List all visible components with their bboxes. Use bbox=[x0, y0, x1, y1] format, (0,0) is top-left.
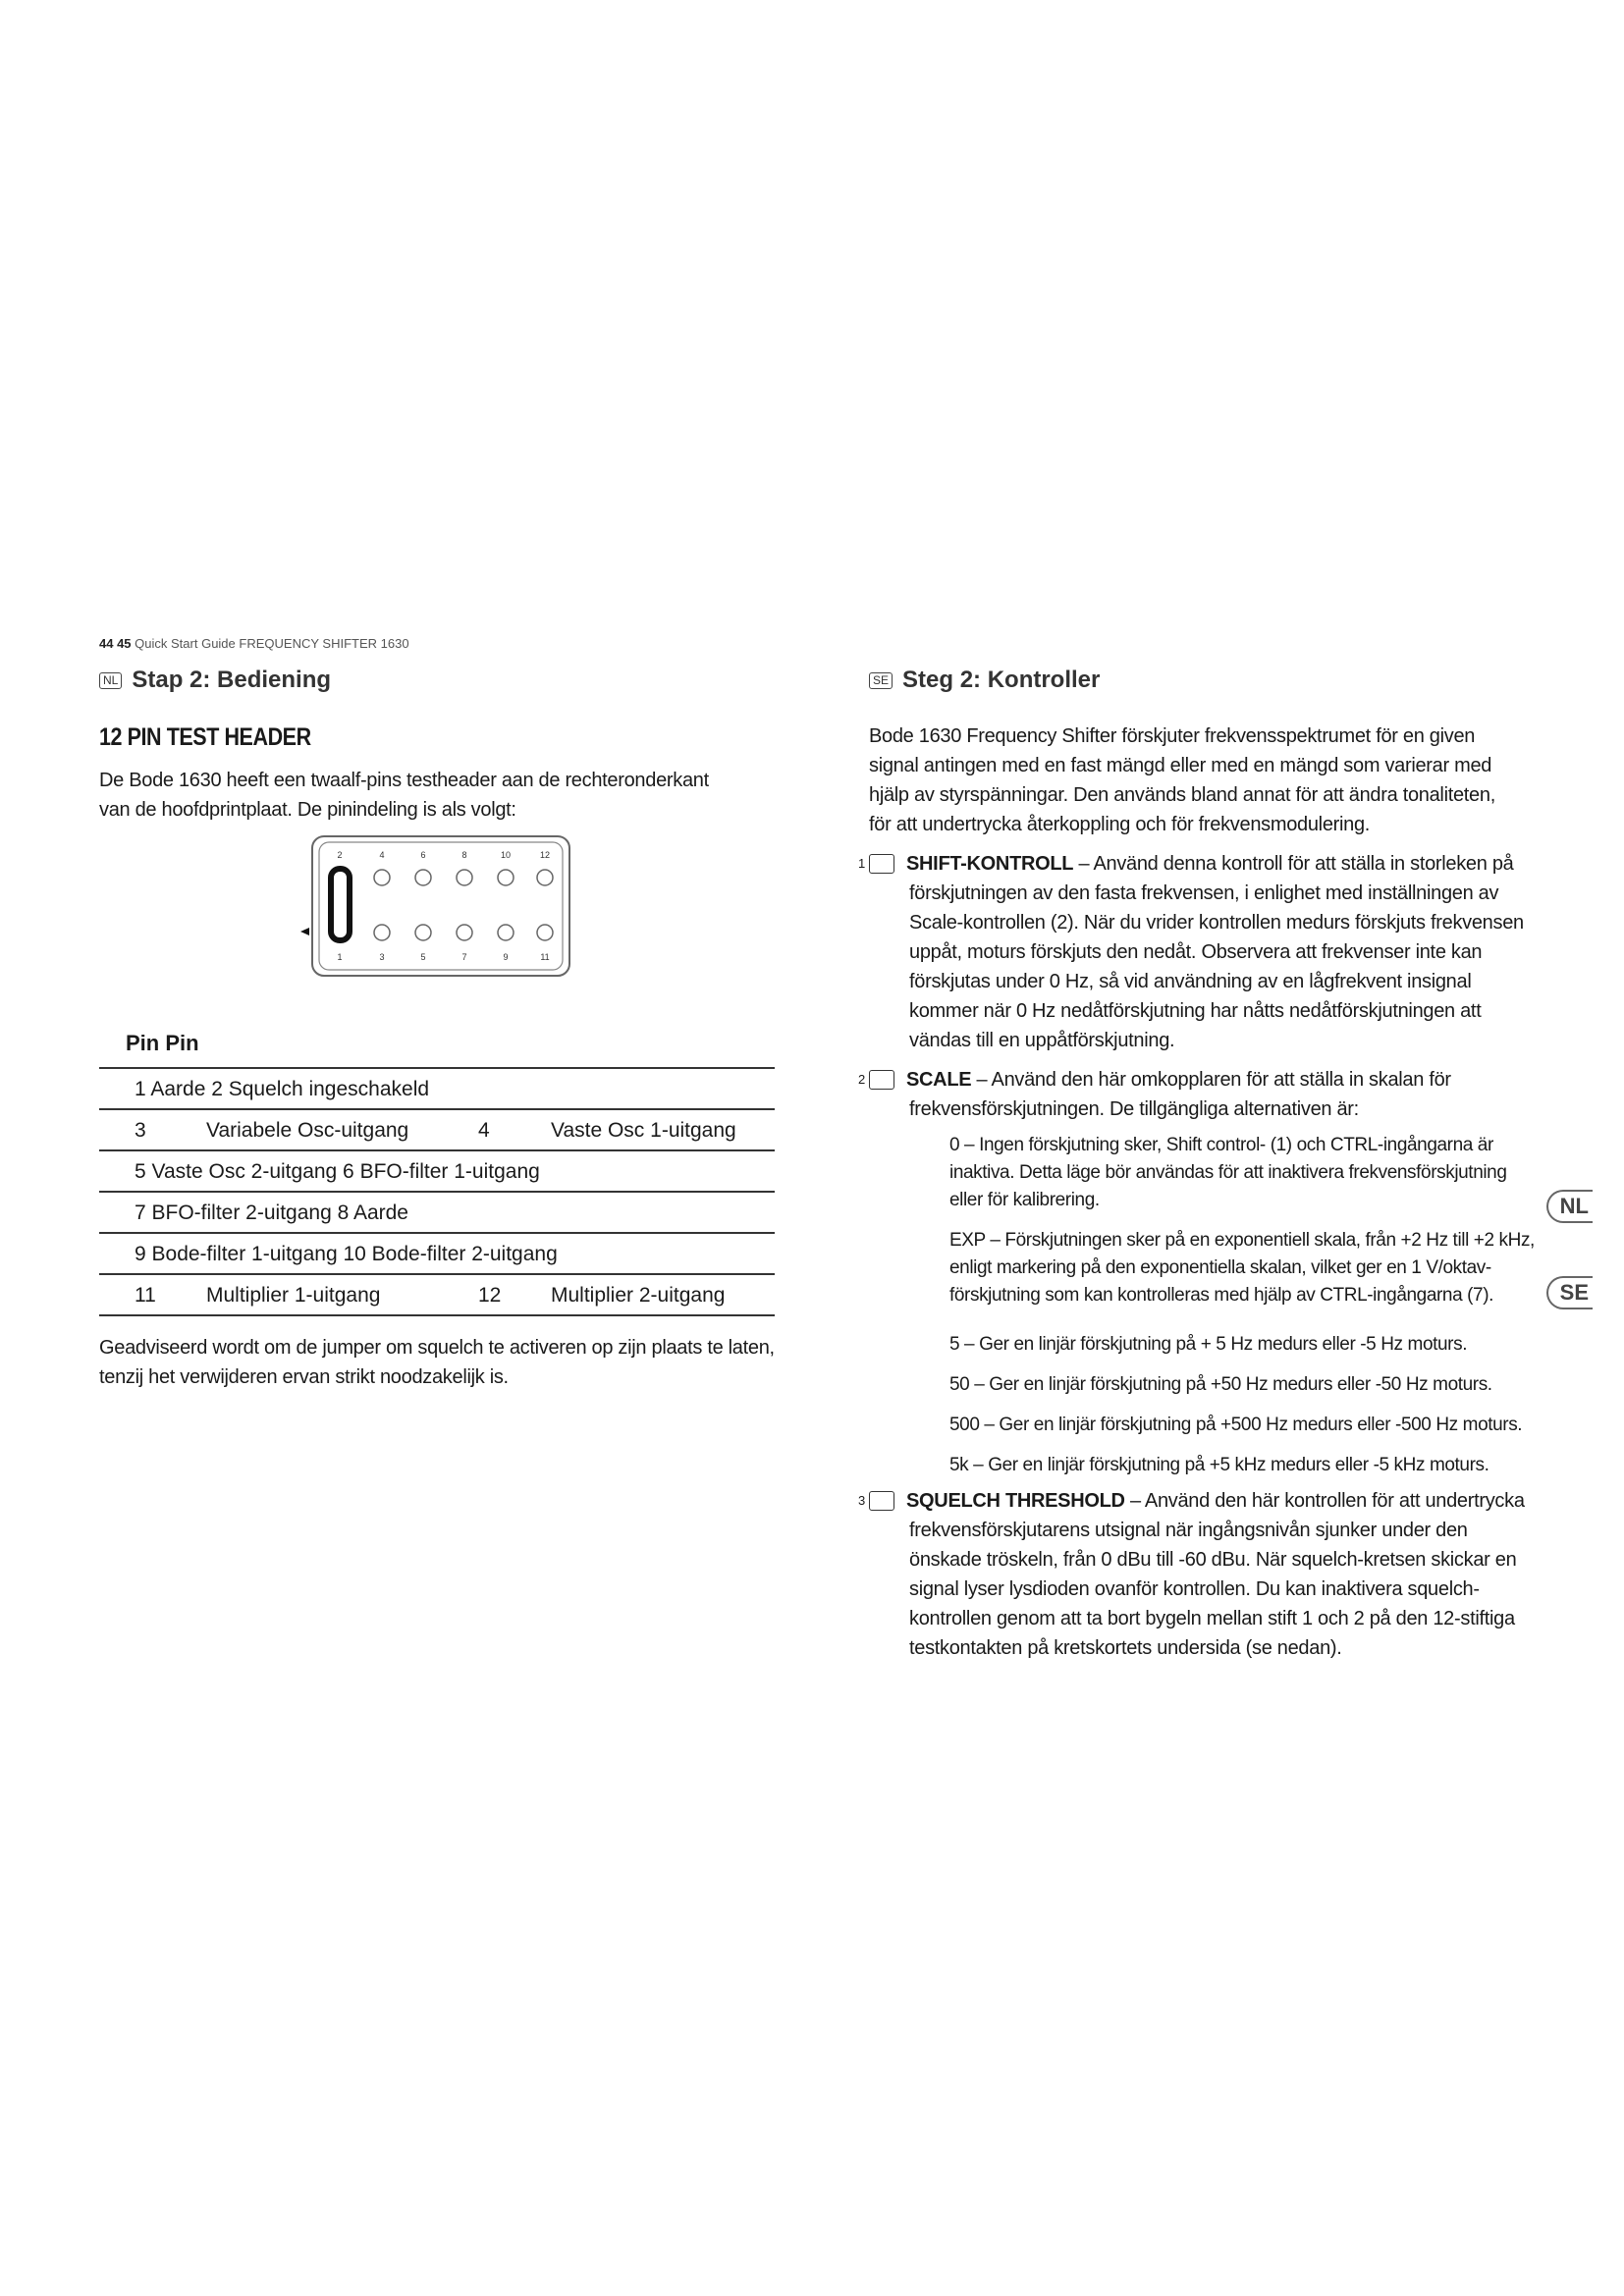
pin-table-header: Pin Pin bbox=[126, 1031, 199, 1055]
cell-function: Vaste Osc 1-uitgang bbox=[551, 1119, 736, 1142]
pin-hole bbox=[457, 925, 472, 940]
pin-hole bbox=[415, 925, 431, 940]
cell-function: Multiplier 2-uitgang bbox=[551, 1284, 726, 1307]
row-text: 5 Vaste Osc 2-uitgang 6 BFO-filter 1-uitgang bbox=[135, 1160, 540, 1183]
pin-hole bbox=[374, 925, 390, 940]
side-tab-nl[interactable]: NL bbox=[1546, 1190, 1593, 1223]
pin-label: 11 bbox=[540, 952, 550, 962]
pin-label: 6 bbox=[420, 850, 426, 860]
pin-hole bbox=[498, 870, 514, 885]
pin-label: 1 bbox=[337, 952, 343, 962]
pin-hole bbox=[415, 870, 431, 885]
pin-hole bbox=[498, 925, 514, 940]
scale-option: 0 – Ingen förskjutning sker, Shift control- (1) och CTRL-ingångarna är inaktiva. Detta läge bör användas för att inaktivera frekvensförskjutning eller för kalibrering. bbox=[949, 1135, 1507, 1210]
table-row bbox=[99, 1234, 775, 1275]
se-step-title bbox=[869, 667, 1100, 694]
row-text: 9 Bode-filter 1-uitgang 10 Bode-filter 2-uitgang bbox=[135, 1243, 558, 1265]
cell-pin: 4 bbox=[478, 1119, 490, 1142]
scale-option: 5 – Ger en linjär förskjutning på + 5 Hz medurs eller -5 Hz moturs. bbox=[949, 1334, 1468, 1355]
guide-title: Quick Start Guide bbox=[135, 636, 236, 651]
row-text: 1 Aarde 2 Squelch ingeschakeld bbox=[135, 1078, 430, 1100]
item-number-badge: 1 bbox=[869, 854, 894, 874]
pin-hole bbox=[457, 870, 472, 885]
pin-hole bbox=[537, 925, 553, 940]
item-number-badge: 2 bbox=[869, 1070, 894, 1090]
item-text: – Använd den här kontrollen för att undertrycka frekvensförskjutarens utsignal när ingångsnivån sjunker under den önskade tröskeln, från 0 dBu till -60 dBu. När squelch-kretsen skickar en signal lyser lysdioden ovanför kontrollen. Du kan inaktivera squelch-kontrollen genom att ta bort bygeln mellan stift 1 och 2 på den 12-stiftiga testkontakten på kretskortets undersida (se nedan). bbox=[909, 1490, 1525, 1659]
bottom-pin-labels bbox=[337, 952, 549, 962]
table-row bbox=[99, 1275, 775, 1316]
cell-pin: 11 bbox=[135, 1284, 156, 1307]
page-numbers: 44 45 bbox=[99, 636, 132, 651]
product-name: FREQUENCY SHIFTER 1630 bbox=[239, 636, 409, 651]
pin-label: 4 bbox=[379, 850, 385, 860]
scale-option: 50 – Ger en linjär förskjutning på +50 Hz medurs eller -50 Hz moturs. bbox=[949, 1374, 1492, 1395]
se-item-shift bbox=[858, 849, 1532, 1055]
pins bbox=[374, 870, 553, 940]
se-language-chip: SE bbox=[869, 672, 893, 689]
table-row bbox=[99, 1151, 775, 1193]
se-item-squelch bbox=[858, 1486, 1532, 1663]
scale-option: 500 – Ger en linjär förskjutning på +500 Hz medurs eller -500 Hz moturs. bbox=[949, 1415, 1523, 1435]
top-pin-labels bbox=[337, 850, 550, 860]
cell-function: Multiplier 1-uitgang bbox=[206, 1284, 381, 1307]
table-row bbox=[99, 1110, 775, 1151]
pin-label: 8 bbox=[461, 850, 467, 860]
nl-intro: De Bode 1630 heeft een twaalf-pins testheader aan de rechteronderkant van de hoofdprintplaat. De pinindeling is als volgt: bbox=[99, 770, 709, 821]
pin-table bbox=[99, 1067, 775, 1316]
se-intro: Bode 1630 Frequency Shifter förskjuter frekvensspektrumet för en given signal antingen med en fast mängd eller med en mängd som varierar med hjälp av styrspänningar. Den används bland annat för att ändra tonaliteten, för att undertrycka återkoppling och för frekvensmodulering. bbox=[869, 725, 1495, 835]
item-number-badge: 3 bbox=[869, 1491, 894, 1511]
cell-pin: 3 bbox=[135, 1119, 146, 1142]
se-step-title-text: Steg 2: Kontroller bbox=[902, 667, 1101, 693]
scale-option: 5k – Ger en linjär förskjutning på +5 kHz medurs eller -5 kHz moturs. bbox=[949, 1455, 1489, 1475]
item-title: SHIFT-KONTROLL bbox=[906, 853, 1074, 875]
pin-label: 10 bbox=[500, 850, 512, 860]
pin-label: 2 bbox=[337, 850, 343, 860]
nl-section-title: 12 PIN TEST HEADER bbox=[99, 723, 311, 751]
nl-language-chip: NL bbox=[99, 672, 122, 689]
pin-label: 9 bbox=[503, 952, 509, 962]
jumper bbox=[331, 869, 350, 940]
item-title: SCALE bbox=[906, 1069, 972, 1091]
table-row bbox=[99, 1067, 775, 1110]
item-title: SQUELCH THRESHOLD bbox=[906, 1490, 1125, 1512]
page-header bbox=[99, 636, 409, 651]
pin-hole bbox=[537, 870, 553, 885]
pin-label: 3 bbox=[379, 952, 385, 962]
nl-footer-note: Geadviseerd wordt om de jumper om squelch te activeren op zijn plaats te laten, tenzij het verwijderen ervan strikt noodzakelijk is. bbox=[99, 1337, 775, 1388]
nl-step-title bbox=[99, 667, 331, 694]
row-text: 7 BFO-filter 2-uitgang 8 Aarde bbox=[135, 1201, 408, 1224]
pin-label: 7 bbox=[461, 952, 467, 962]
pin-label: 5 bbox=[420, 952, 426, 962]
nl-step-title-text: Stap 2: Bediening bbox=[132, 667, 332, 693]
pin-header-diagram bbox=[293, 832, 577, 980]
table-row bbox=[99, 1193, 775, 1234]
pin1-marker-arrow bbox=[300, 928, 309, 935]
header-inner-outline bbox=[319, 842, 563, 970]
item-text: – Använd den här omkopplaren för att ställa in skalan för frekvensförskjutningen. De tillgängliga alternativen är: bbox=[909, 1069, 1451, 1120]
item-text: – Använd denna kontroll för att ställa in storleken på förskjutningen av den fasta frekvensen, i enlighet med inställningen av Scale-kontrollen (2). När du vrider kontrollen medurs förskjuts frekvensen uppåt, moturs förskjuts den nedåt. Observera att frekvenser inte kan förskjutas under 0 Hz, så vid användning av en lågfrekvent insignal kommer när 0 Hz nedåtförskjutning har nåtts nedåtförskjutningen att vändas till en uppåtförskjutning. bbox=[909, 853, 1524, 1051]
pin-label: 12 bbox=[539, 850, 551, 860]
scale-option: EXP – Förskjutningen sker på en exponentiell skala, från +2 Hz till +2 kHz, enligt markering på den exponentiella skalan, vilket ger en 1 V/oktav-förskjutning som kan kontrolleras med hjälp av CTRL-ingångarna (7). bbox=[949, 1230, 1535, 1306]
cell-function: Variabele Osc-uitgang bbox=[206, 1119, 409, 1142]
cell-pin: 12 bbox=[478, 1284, 502, 1307]
pin-hole bbox=[374, 870, 390, 885]
side-tab-se[interactable]: SE bbox=[1546, 1276, 1593, 1309]
se-item-scale bbox=[858, 1065, 1532, 1124]
